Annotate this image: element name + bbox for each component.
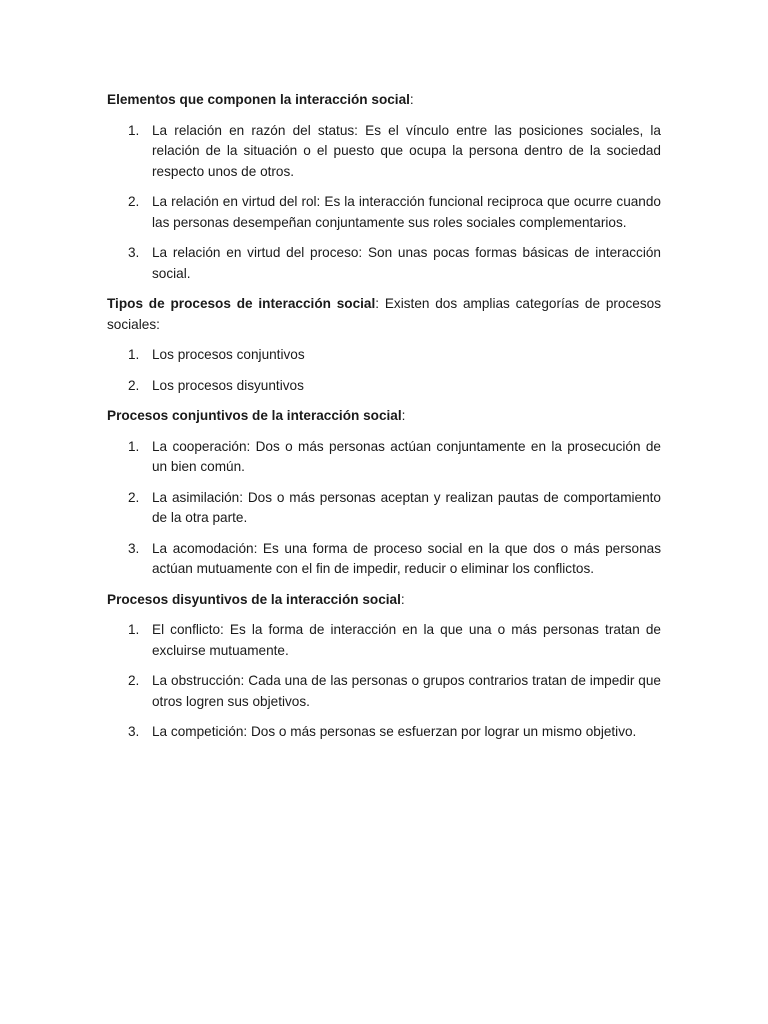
list-item-text: La relación en razón del status: Es el vínculo entre las posiciones sociales, la relación de la situación o el puesto que ocupa la persona dentro de la sociedad respecto unos de otros. bbox=[152, 122, 661, 179]
list-item bbox=[107, 539, 661, 580]
section-title: Procesos conjuntivos de la interacción social bbox=[107, 408, 402, 423]
list-item bbox=[107, 192, 661, 233]
list-item-number: 3. bbox=[128, 724, 140, 739]
list-item-number: 2. bbox=[128, 489, 140, 505]
section-disyuntivos bbox=[107, 590, 661, 743]
section-title-suffix: : bbox=[409, 92, 414, 107]
list-item-text: La asimilación: Dos o más personas aceptan y realizan pautas de comportamiento de la otra parte. bbox=[152, 489, 661, 525]
section-heading bbox=[107, 294, 661, 335]
section-title-suffix: : bbox=[400, 591, 405, 607]
list-item bbox=[107, 345, 661, 366]
section-conjuntivos bbox=[107, 406, 661, 580]
list-item-number: 1. bbox=[128, 347, 140, 362]
list-item-number: 2. bbox=[128, 194, 140, 209]
section-heading bbox=[107, 406, 661, 427]
numbered-list bbox=[107, 121, 661, 285]
document-page bbox=[107, 90, 661, 753]
section-heading bbox=[107, 590, 661, 611]
numbered-list bbox=[107, 345, 661, 396]
list-item-number: 2. bbox=[128, 377, 140, 393]
list-item-text: La obstrucción: Cada una de las personas o grupos contrarios tratan de impedir que otros logren sus objetivos. bbox=[152, 673, 661, 709]
list-item bbox=[107, 121, 661, 183]
section-title-suffix: : Existen dos amplias categorías de procesos sociales: bbox=[107, 296, 661, 332]
numbered-list bbox=[107, 437, 661, 580]
list-item-number: 2. bbox=[128, 673, 140, 688]
list-item-text: La relación en virtud del rol: Es la interacción funcional reciproca que ocurre cuando las personas desempeñan conjuntamente sus roles sociales complementarios. bbox=[152, 194, 661, 230]
list-item bbox=[107, 243, 661, 284]
list-item-text: La cooperación: Dos o más personas actúan conjuntamente en la prosecución de un bien común. bbox=[152, 438, 661, 474]
list-item-number: 1. bbox=[128, 438, 140, 454]
numbered-list bbox=[107, 620, 661, 743]
list-item bbox=[107, 437, 661, 478]
section-tipos bbox=[107, 294, 661, 396]
list-item-text: Los procesos conjuntivos bbox=[152, 347, 305, 362]
list-item-number: 1. bbox=[128, 622, 140, 637]
section-title: Elementos que componen la interacción social bbox=[107, 92, 410, 107]
section-elementos bbox=[107, 90, 661, 284]
list-item-text: El conflicto: Es la forma de interacción en la que una o más personas tratan de excluirse mutuamente. bbox=[152, 622, 661, 658]
list-item-text: La acomodación: Es una forma de proceso social en la que dos o más personas actúan mutuamente con el fin de impedir, reducir o eliminar los conflictos. bbox=[152, 540, 661, 576]
list-item bbox=[107, 671, 661, 712]
list-item-number: 3. bbox=[128, 245, 140, 260]
section-heading bbox=[107, 90, 661, 111]
section-title-suffix: : bbox=[401, 408, 406, 423]
list-item-number: 3. bbox=[128, 540, 140, 556]
list-item-text: La competición: Dos o más personas se esfuerzan por lograr un mismo objetivo. bbox=[152, 724, 637, 739]
list-item bbox=[107, 488, 661, 529]
list-item-number: 1. bbox=[128, 122, 140, 138]
section-title: Procesos disyuntivos de la interacción social bbox=[107, 591, 401, 607]
list-item-text: La relación en virtud del proceso: Son unas pocas formas básicas de interacción social. bbox=[152, 245, 661, 281]
section-title: Tipos de procesos de interacción social bbox=[107, 296, 376, 311]
list-item bbox=[107, 376, 661, 397]
list-item bbox=[107, 620, 661, 661]
list-item bbox=[107, 722, 661, 743]
list-item-text: Los procesos disyuntivos bbox=[152, 377, 304, 393]
